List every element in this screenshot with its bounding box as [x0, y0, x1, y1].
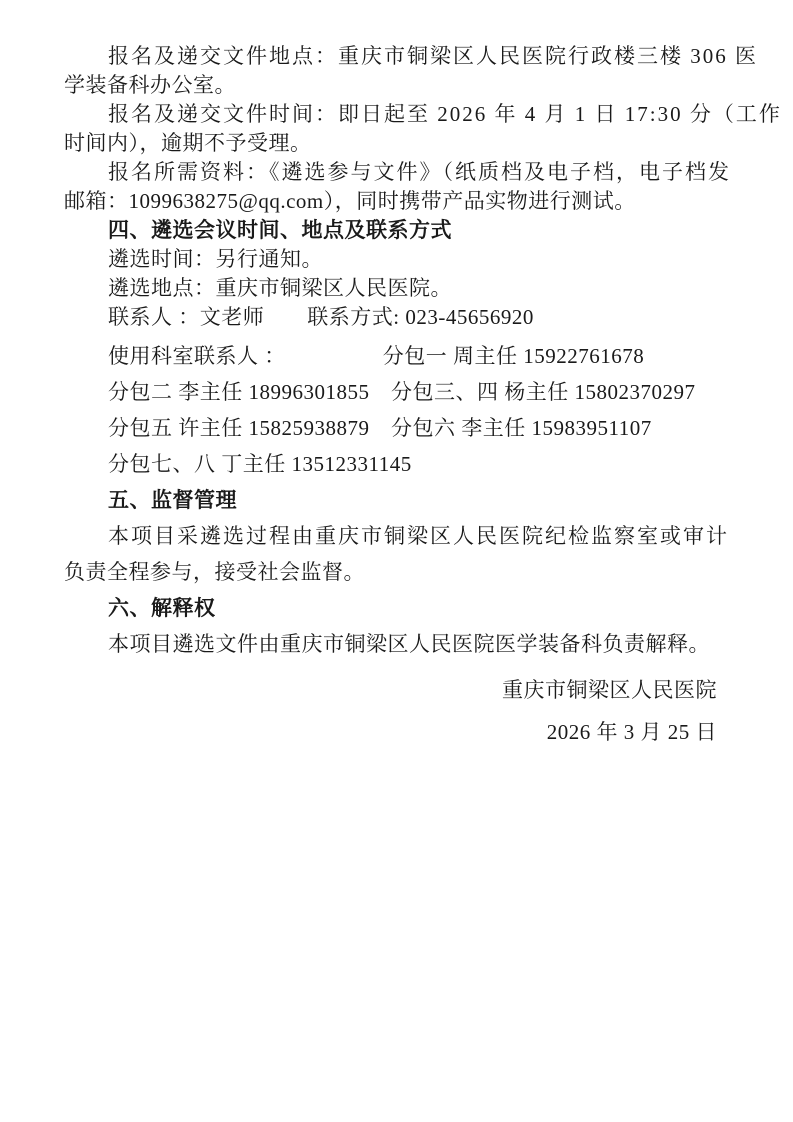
heading-section-5: 五、监督管理: [108, 488, 237, 512]
line-contact-person: 联系人 ：文老师 联系方式: 023-45656920: [108, 305, 534, 329]
line-reg-deadline-1: 报名及递交文件时间：即日起至 2026 年 4 月 1 日 17:30 分（工作: [108, 102, 782, 126]
line-reg-deadline-2: 时间内），逾期不予受理。: [64, 131, 312, 155]
line-packages-5-6: 分包五 许主任 15825938879 分包六 李主任 15983951107: [108, 416, 652, 440]
line-reg-location-1: 报名及递交文件地点：重庆市铜梁区人民医院行政楼三楼 306 医: [108, 44, 758, 68]
line-supervision-2: 负责全程参与，接受社会监督。: [64, 560, 365, 584]
line-selection-place: 遴选地点：重庆市铜梁区人民医院。: [108, 276, 452, 300]
heading-section-6: 六、解释权: [108, 596, 216, 620]
line-dept-contact-package1: 使用科室联系人 ： 分包一 周主任 15922761678: [108, 344, 645, 368]
line-reg-materials-1: 报名所需资料：《遴选参与文件》（纸质档及电子档，电子档发: [108, 160, 731, 184]
signature-organization: 重庆市铜梁区人民医院: [502, 678, 717, 702]
line-supervision-1: 本项目采遴选过程由重庆市铜梁区人民医院纪检监察室或审计: [108, 524, 729, 548]
line-packages-2-3-4: 分包二 李主任 18996301855 分包三、四 杨主任 15802370297: [108, 380, 696, 404]
line-selection-time: 遴选时间：另行通知。: [108, 247, 323, 271]
line-reg-location-2: 学装备科办公室。: [64, 73, 236, 97]
line-packages-7-8: 分包七、八 丁主任 13512331145: [108, 452, 412, 476]
heading-section-4: 四、遴选会议时间、地点及联系方式: [108, 218, 452, 242]
line-reg-materials-2: 邮箱：1099638275@qq.com），同时携带产品实物进行测试。: [64, 189, 636, 213]
line-interpretation: 本项目遴选文件由重庆市铜梁区人民医院医学装备科负责解释。: [108, 632, 710, 656]
signature-date: 2026 年 3 月 25 日: [546, 720, 717, 744]
